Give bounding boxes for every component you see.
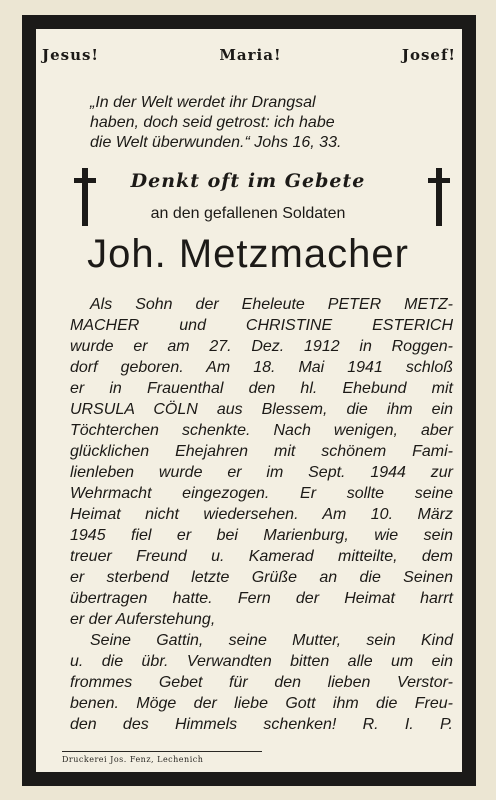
bio-line: URSULA CÖLN aus Blessem, die ihm ein [70,401,453,418]
bio-line: übertragen hatte. Fern der Heimat harrt [70,590,453,607]
verse-line: die Welt überwunden.“ Johs 16, 33. [90,134,342,151]
bio-line: glücklichen Ehejahren mit schönem Fami- [70,443,453,460]
prayer-line: Seine Gattin, seine Mutter, sein Kind [90,632,453,649]
bible-verse [90,93,435,153]
invocation-line [0,46,496,64]
bio-line: er sterbend letzte Grüße an die Seinen [70,569,453,586]
dedication-subheading: an den gefallenen Soldaten [150,205,346,222]
bio-line: Als Sohn der Eheleute PETER METZ- [90,296,453,313]
prayer-line: frommes Gebet für den lieben Verstor- [70,674,453,691]
bio-line: er der Auferstehung, [70,611,216,628]
prayer-line: benen. Möge der liebe Gott ihm die Freu- [70,695,453,712]
printer-divider [62,751,262,752]
deceased-name: Joh. Metzmacher [87,232,409,276]
verse-line: haben, doch seid getrost: ich habe [90,114,335,131]
bio-line: dorf geboren. Am 18. Mai 1941 schloß [70,359,453,376]
printer-imprint: Druckerei Jos. Fenz, Lechenich [62,755,204,764]
prayer-line: den des Himmels schenken! R. I. P. [70,716,453,733]
prayer-line: u. die übr. Verwandten bitten alle um ein [70,653,453,670]
invocation-maria: Maria! [219,46,282,64]
bio-line: lienleben wurde er im Sept. 1944 zur [70,464,453,481]
bio-line: Wehrmacht eingezogen. Er sollte seine [70,485,453,502]
bio-line: Töchterchen schenkte. Nach wenigen, aber [70,422,453,439]
bio-line: er in Frauenthal den hl. Ehebund mit [70,380,453,397]
bio-line: Heimat nicht wiedersehen. Am 10. März [70,506,453,523]
prayer-heading: Denkt oft im Gebete [130,170,366,192]
bio-line: treuer Freund u. Kamerad mitteilte, dem [70,548,453,565]
invocation-jesus: Jesus! [42,46,100,64]
verse-line: „In der Welt werdet ihr Drangsal [90,94,316,111]
biography [70,294,453,735]
bio-line: 1945 fiel er bei Marienburg, wie sein [70,527,453,544]
bio-line: MACHER und CHRISTINE ESTERICH [70,317,453,334]
bio-line: wurde er am 27. Dez. 1912 in Roggen- [70,338,453,355]
invocation-josef: Josef! [401,46,456,64]
